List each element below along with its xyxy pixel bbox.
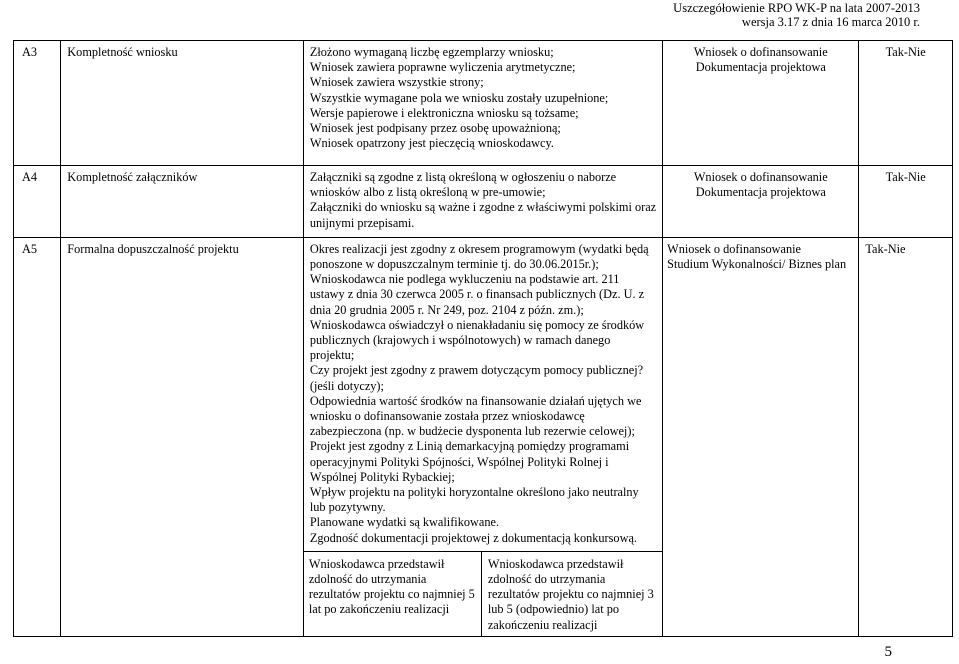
- source-item: Dokumentacja projektowa: [695, 60, 826, 75]
- criterion-item: Wnioskodawca nie podlega wykluczeniu na podstawie art. 211 ustawy z dnia 30 czerwca 2005 r. o finansach publicznych (Dz. U. z dnia 20 grudnia 2005 r. Nr 249, poz. 2104 z późn. zm.);: [309, 272, 645, 317]
- row-code: A5: [14, 237, 61, 636]
- header-version: wersja 3.17 z dnia 16 marca 2010 r.: [741, 15, 920, 29]
- criterion-item: Zgodność dokumentacji projektowej z dokumentacją konkursową.: [309, 530, 637, 545]
- criterion-item: Projekt jest zgodny z Linią demarkacyjną pomiędzy programami operacyjnymi Polityki Spójności, Wspólnej Polityki Rolnej i Wspólnej Polityki Rybackiej;: [309, 439, 630, 484]
- source-documents: [663, 166, 859, 238]
- assessment-method: Tak-Nie: [859, 41, 953, 166]
- criterion-item: Wniosek jest podpisany przez osobę upoważnioną;: [309, 121, 561, 136]
- criterion-description: [303, 237, 662, 636]
- source-item: Wniosek o dofinansowanie: [693, 170, 828, 184]
- header-title: Uszczegółowienie RPO WK-P na lata 2007-2013: [673, 1, 920, 15]
- criterion-item: Planowane wydatki są kwalifikowane.: [309, 515, 500, 530]
- assessment-method: Tak-Nie: [859, 166, 953, 238]
- page-number: 5: [884, 644, 892, 660]
- criterion-item: Wersje papierowe i elektroniczna wniosku są tożsame;: [309, 105, 579, 120]
- criterion-name: Kompletność wniosku: [61, 41, 304, 166]
- sub-criterion-3-or-5-years: Wnioskodawca przedstawił zdolność do utrzymania rezultatów projektu co najmniej 3 lub 5 (odpowiednio) lat po zakończeniu realizacji: [487, 556, 654, 632]
- criterion-item: Załączniki są zgodne z listą określoną w ogłoszeniu o naborze wniosków albo z listą określoną w pre-umowie;: [309, 170, 617, 200]
- table-row: [14, 41, 953, 166]
- source-item: Wniosek o dofinansowanie: [667, 241, 801, 256]
- criterion-name: Formalna dopuszczalność projektu: [61, 237, 304, 636]
- sub-criterion-5-years: Wnioskodawca przedstawił zdolność do utrzymania rezultatów projektu co najmniej 5 lat po zakończeniu realizacji: [303, 552, 482, 637]
- criterion-item: Wniosek opatrzony jest pieczęcią wnioskodawcy.: [309, 136, 554, 151]
- document-header: [673, 1, 920, 29]
- criterion-item: Wniosek zawiera poprawne wyliczenia arytmetyczne;: [309, 60, 576, 75]
- row-code: A4: [14, 166, 61, 238]
- table-row: [14, 237, 953, 636]
- criterion-name: Kompletność załączników: [61, 166, 304, 238]
- criterion-description: [303, 166, 662, 238]
- criterion-item: Czy projekt jest zgodny z prawem dotyczącym pomocy publicznej? (jeśli dotyczy);: [309, 363, 644, 393]
- source-documents: [663, 41, 859, 166]
- table-row: [14, 166, 953, 238]
- criterion-item: Okres realizacji jest zgodny z okresem programowym (wydatki będą ponoszone w dopuszczalnym terminie tj. do 30.06.2015r.);: [309, 241, 649, 272]
- criterion-item: Wniosek zawiera wszystkie strony;: [309, 75, 484, 90]
- criterion-item: Wszystkie wymagane pola we wniosku zostały uzupełnione;: [309, 90, 609, 105]
- criterion-item: Odpowiednia wartość środków na finansowanie działań ujętych we wniosku o dofinansowanie została przez wnioskodawcę zabezpieczona (np. w budżecie dysponenta lub rezerwie celowej);: [309, 393, 642, 439]
- criterion-item: Wnioskodawca oświadczył o nienakładaniu się pomocy ze środków publicznych (krajowych i wspólnotowych) w ramach danego projektu;: [309, 317, 645, 363]
- criterion-item: Złożono wymaganą liczbę egzemplarzy wniosku;: [309, 45, 554, 59]
- criteria-table: [13, 40, 953, 637]
- criterion-description: [303, 41, 662, 166]
- source-documents: [663, 237, 859, 636]
- assessment-method: Tak-Nie: [859, 237, 953, 636]
- criterion-item: Wpływ projektu na polityki horyzontalne określono jako neutralny lub pozytywny.: [309, 485, 639, 515]
- criterion-item: Załączniki do wniosku są ważne i zgodne z właściwymi polskimi oraz unijnymi przepisami.: [309, 200, 657, 230]
- sub-criteria: [303, 551, 663, 637]
- row-code: A3: [14, 41, 61, 166]
- source-item: Dokumentacja projektowa: [695, 185, 826, 200]
- source-item: Wniosek o dofinansowanie: [693, 45, 828, 59]
- source-item: Studium Wykonalności/ Biznes plan: [667, 257, 847, 272]
